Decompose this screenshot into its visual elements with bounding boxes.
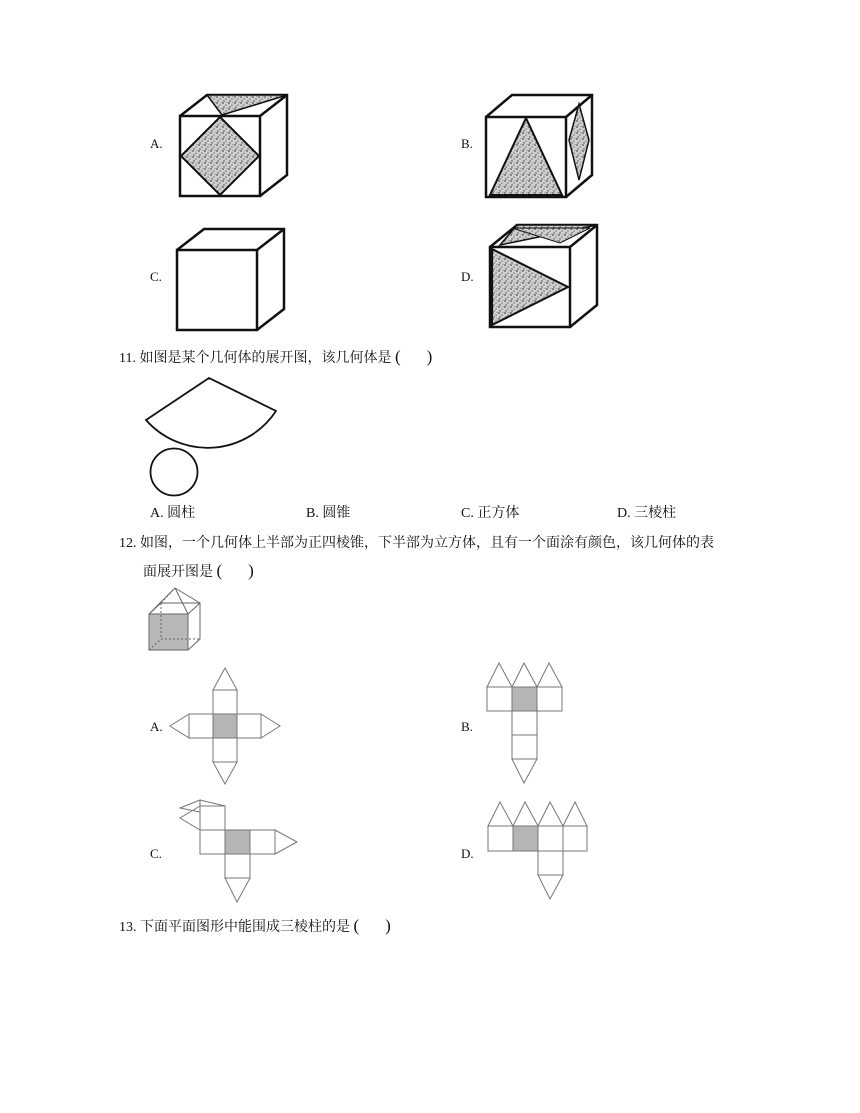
q11-option-d[interactable]: D. 三棱柱 bbox=[617, 506, 677, 521]
q11-number: 11. bbox=[119, 351, 136, 366]
q11-text: 如图是某个几何体的展开图，该几何体是 bbox=[139, 351, 392, 366]
q11-option-b[interactable]: B. 圆锥 bbox=[306, 506, 351, 521]
q11-option-c[interactable]: C. 正方体 bbox=[461, 506, 520, 521]
q12-paren-open: ( bbox=[216, 561, 223, 580]
q12-option-a-label[interactable]: A. bbox=[150, 719, 163, 734]
q10-option-d-label[interactable]: D. bbox=[461, 269, 474, 284]
q12-option-d-label[interactable]: D. bbox=[461, 846, 474, 861]
q10-option-c-label[interactable]: C. bbox=[150, 269, 162, 284]
q11-paren-open: ( bbox=[394, 347, 401, 366]
q13-text: 下面平面图形中能围成三棱柱的是 bbox=[140, 920, 350, 935]
q13-number: 13. bbox=[119, 920, 137, 935]
q12-text-line2: 面展开图是 bbox=[143, 565, 213, 580]
q12-option-b-label[interactable]: B. bbox=[461, 719, 473, 734]
q13-paren-close: ) bbox=[385, 916, 391, 935]
q10-option-b-label[interactable]: B. bbox=[461, 136, 473, 151]
q11-option-a[interactable]: A. 圆柱 bbox=[150, 506, 196, 521]
q13-question bbox=[119, 915, 391, 939]
q11-paren-close: ) bbox=[426, 347, 433, 366]
q12-option-c-label[interactable]: C. bbox=[150, 846, 162, 861]
q10-option-a-label[interactable]: A. bbox=[150, 136, 163, 151]
q13-paren-open: ( bbox=[353, 916, 360, 935]
q12-number: 12. bbox=[119, 536, 137, 551]
q12-paren-close: ) bbox=[248, 561, 254, 580]
q12-text-line1: 如图，一个几何体上半部为正四棱锥，下半部为立方体，且有一个面涂有颜色，该几何体的表 bbox=[140, 536, 714, 551]
